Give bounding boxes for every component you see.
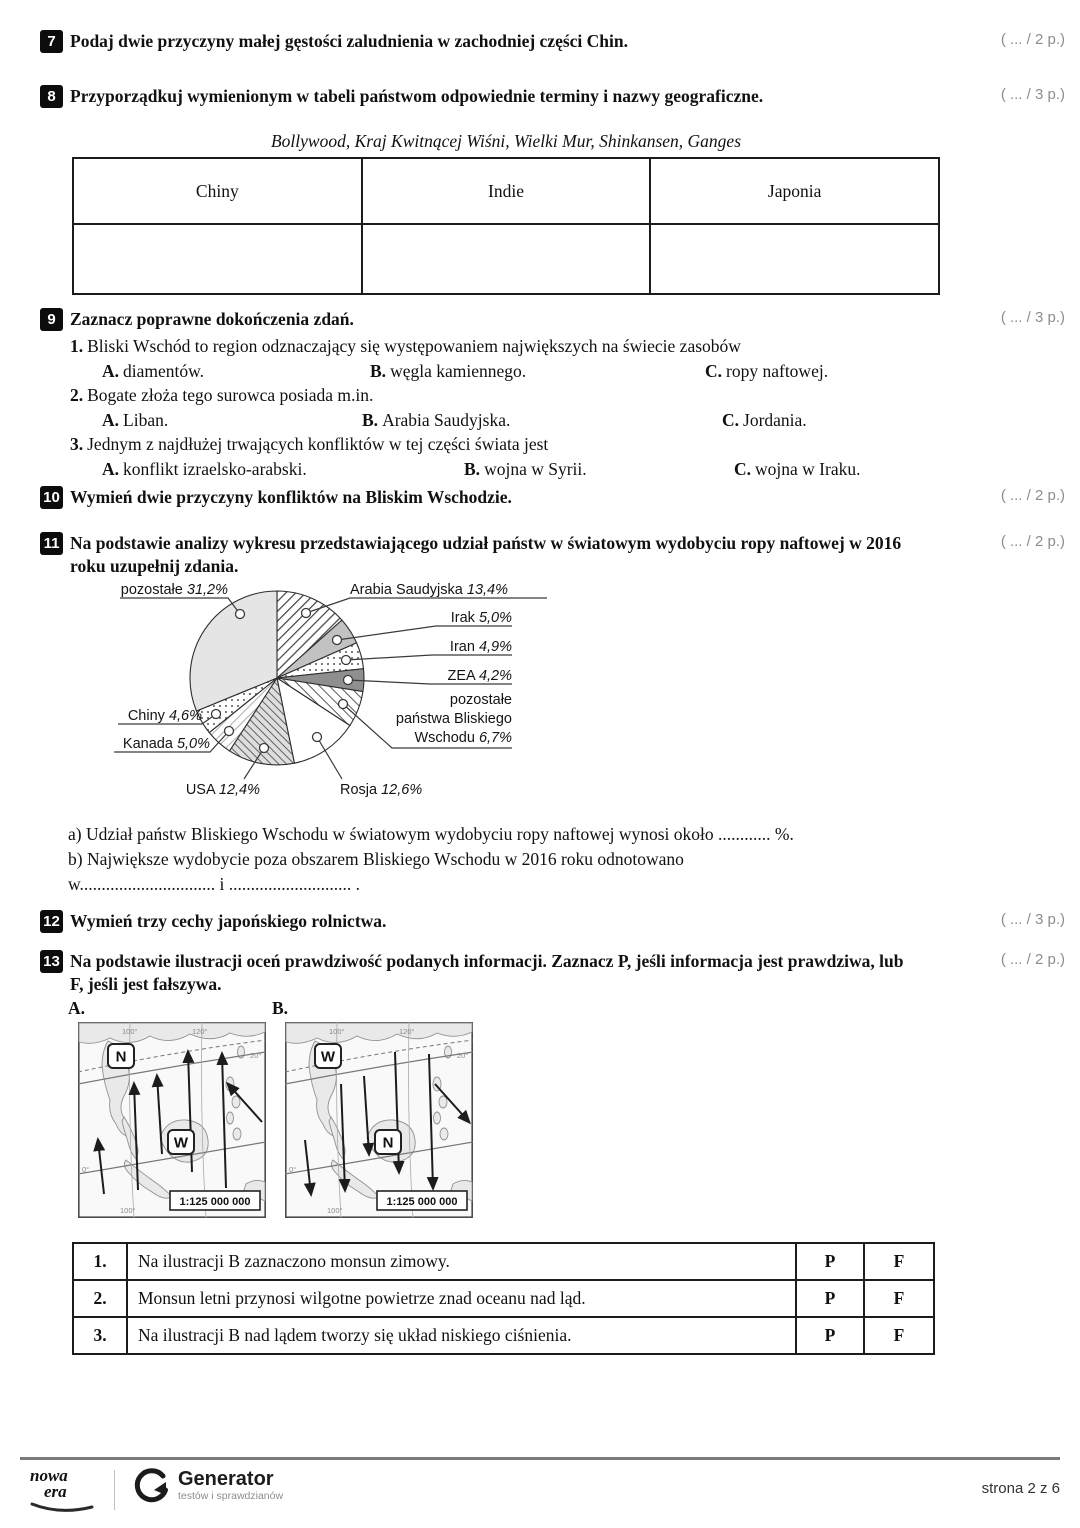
column-header-indie: Indie	[362, 158, 651, 224]
pie-label-iran: Iran 4,9%	[449, 639, 512, 655]
generator-g-icon	[132, 1468, 170, 1508]
map-a-label: A.	[68, 998, 86, 1018]
option-text: konflikt izraelsko-arabski.	[123, 458, 307, 479]
tf-row-number: 2.	[73, 1280, 127, 1317]
question-7	[40, 30, 1065, 53]
pie-label-pozostałe-państwa-bliskiego-wschodu: państwa Bliskiego	[395, 711, 512, 727]
true-false-table	[72, 1242, 935, 1355]
question-7-text: Podaj dwie przyczyny małej gęstości zaludnienia w zachodniej części Chin.	[70, 31, 629, 51]
question-9	[40, 308, 1065, 481]
option-text: Liban.	[123, 409, 169, 430]
pie-label-zea: ZEA 4,2%	[447, 668, 512, 684]
tf-true-cell[interactable]: P	[796, 1243, 864, 1280]
generator-title: Generator	[178, 1468, 274, 1490]
svg-text:120°: 120°	[192, 1027, 208, 1036]
pie-marker-dot	[302, 609, 311, 618]
tf-statement: Na ilustracji B nad lądem tworzy się układ niskiego ciśnienia.	[127, 1317, 796, 1354]
mcq-items	[70, 334, 1065, 481]
pie-label-pozostałe-państwa-bliskiego-wschodu: Wschodu 6,7%	[414, 730, 512, 746]
pie-marker-dot	[342, 656, 351, 665]
question-12	[40, 910, 1065, 933]
option-label: B.	[370, 360, 387, 381]
monsoon-map-b	[285, 1022, 473, 1218]
answer-cell-indie[interactable]	[362, 224, 651, 294]
pressure-top-letter: N	[115, 1048, 127, 1066]
pie-label-rosja: Rosja 12,6%	[340, 782, 423, 798]
option-1c[interactable]	[705, 359, 1065, 384]
pie-marker-dot	[339, 700, 348, 709]
q11-answer-b-blanks[interactable]: w............................... i ............................ .	[68, 874, 360, 894]
pie-marker-dot	[313, 733, 322, 742]
question-10-number: 10	[40, 486, 63, 509]
stem-number: 1.	[70, 336, 84, 356]
brand-word-top: nowa	[30, 1466, 68, 1485]
question-10-text: Wymień dwie przyczyny konfliktów na Bliskim Wschodzie.	[70, 487, 512, 507]
option-2c[interactable]	[722, 408, 1065, 433]
q11-answer-b[interactable]: b) Największe wydobycie poza obszarem Bliskiego Wschodu w 2016 roku odnotowano	[68, 849, 684, 869]
question-11-text: Na podstawie analizy wykresu przedstawiającego udział państw w światowym wydobyciu ropy naftowej w 2016 roku uzupełnij zdania.	[70, 533, 902, 576]
option-text: wojna w Syrii.	[484, 458, 587, 479]
question-9-points: ( ... / 3 p.)	[1000, 309, 1065, 326]
brand-word-bottom: era	[44, 1482, 67, 1501]
tf-false-cell[interactable]: F	[864, 1280, 934, 1317]
svg-text:100°: 100°	[329, 1027, 345, 1036]
generator-subtitle: testów i sprawdzianów	[178, 1490, 284, 1502]
option-text: węgla kamiennego.	[390, 360, 527, 381]
tf-false-cell[interactable]: F	[864, 1317, 934, 1354]
pie-marker-dot	[212, 710, 221, 719]
pressure-top-letter: W	[320, 1048, 336, 1066]
tf-row-number: 3.	[73, 1317, 127, 1354]
svg-text:100°: 100°	[122, 1027, 138, 1036]
tf-row-3	[73, 1317, 934, 1354]
mcq-stem-2	[70, 383, 1065, 408]
pie-marker-dot	[236, 610, 245, 619]
option-1a[interactable]	[102, 359, 370, 384]
option-3c[interactable]	[734, 457, 1065, 482]
question-12-text: Wymień trzy cechy japońskiego rolnictwa.	[70, 911, 387, 931]
question-9-text: Zaznacz poprawne dokończenia zdań.	[70, 309, 354, 329]
question-7-points: ( ... / 2 p.)	[1000, 31, 1065, 48]
question-11	[40, 532, 1065, 578]
brand-swoosh	[30, 1501, 100, 1513]
option-label: A.	[102, 458, 120, 479]
question-12-number: 12	[40, 910, 63, 933]
option-text: ropy naftowej.	[726, 360, 829, 381]
option-text: wojna w Iraku.	[755, 458, 861, 479]
q11-answer-a[interactable]: a) Udział państw Bliskiego Wschodu w światowym wydobyciu ropy naftowej wynosi około ............ %.	[68, 824, 794, 844]
nowa-era-logo	[30, 1468, 110, 1516]
question-10	[40, 486, 1065, 509]
option-label: B.	[362, 409, 379, 430]
stem-text: Bogate złoża tego surowca posiada m.in.	[87, 385, 374, 405]
question-10-points: ( ... / 2 p.)	[1000, 487, 1065, 504]
option-text: Arabia Saudyjska.	[382, 409, 511, 430]
question-11-points: ( ... / 2 p.)	[1000, 533, 1065, 550]
option-3a[interactable]	[102, 457, 464, 482]
footer-vertical-divider	[114, 1470, 115, 1510]
question-13-number: 13	[40, 950, 63, 973]
tf-false-cell[interactable]: F	[864, 1243, 934, 1280]
q11-answer-lines	[68, 822, 960, 897]
answer-cell-japonia[interactable]	[650, 224, 939, 294]
pie-marker-dot	[225, 727, 234, 736]
footer-divider-line	[20, 1457, 1060, 1460]
option-2a[interactable]	[102, 408, 362, 433]
pie-marker-dot	[344, 676, 353, 685]
country-assignment-table	[72, 157, 940, 295]
option-3b[interactable]	[464, 457, 734, 482]
question-13-points: ( ... / 2 p.)	[1000, 951, 1065, 968]
pie-marker-dot	[260, 744, 269, 753]
answer-cell-chiny[interactable]	[73, 224, 362, 294]
svg-text:100°: 100°	[327, 1206, 343, 1215]
mcq-options-2	[102, 408, 1065, 433]
question-8	[40, 85, 1065, 108]
map-scale: 1:125 000 000	[386, 1196, 458, 1208]
pressure-center-letter: N	[382, 1134, 394, 1152]
question-13-text: Na podstawie ilustracji oceń prawdziwość podanych informacji. Zaznacz P, jeśli informacja jest prawdziwa, lub F, jeśli jest fałszywa.	[70, 951, 904, 994]
question-12-points: ( ... / 3 p.)	[1000, 911, 1065, 928]
option-label: C.	[705, 360, 723, 381]
pie-leader-line	[337, 626, 512, 640]
option-text: diamentów.	[123, 360, 205, 381]
tf-row-2	[73, 1280, 934, 1317]
word-bank: Bollywood, Kraj Kwitnącej Wiśni, Wielki Mur, Shinkansen, Ganges	[270, 131, 742, 151]
option-label: B.	[464, 458, 481, 479]
tf-statement: Monsun letni przynosi wilgotne powietrze znad oceanu nad ląd.	[127, 1280, 796, 1317]
question-9-number: 9	[40, 308, 63, 331]
stem-number: 2.	[70, 385, 84, 405]
pie-label-pozostałe: pozostałe 31,2%	[120, 582, 228, 598]
generator-logo	[132, 1468, 283, 1508]
svg-text:20°: 20°	[250, 1051, 262, 1060]
question-8-text: Przyporządkuj wymienionym w tabeli państwom odpowiednie terminy i nazwy geograficzne.	[70, 86, 764, 106]
question-13	[40, 950, 1065, 996]
map-b-label: B.	[272, 998, 289, 1018]
mcq-options-1	[102, 359, 1065, 384]
svg-text:100°: 100°	[120, 1206, 136, 1215]
option-label: C.	[734, 458, 752, 479]
question-8-points: ( ... / 3 p.)	[1000, 86, 1065, 103]
tf-true-cell[interactable]: P	[796, 1280, 864, 1317]
pie-label-arabia-saudyjska: Arabia Saudyjska 13,4%	[350, 582, 508, 598]
question-11-number: 11	[40, 532, 63, 555]
question-8-number: 8	[40, 85, 63, 108]
mcq-stem-1	[70, 334, 1065, 359]
mcq-stem-3	[70, 432, 1065, 457]
option-text: Jordania.	[743, 409, 807, 430]
map-labels	[68, 998, 289, 1019]
tf-row-number: 1.	[73, 1243, 127, 1280]
column-header-chiny: Chiny	[73, 158, 362, 224]
pressure-center-letter: W	[173, 1134, 189, 1152]
stem-text: Jednym z najdłużej trwających konfliktów w tej części świata jest	[87, 434, 549, 454]
svg-text:0°: 0°	[289, 1165, 297, 1174]
tf-row-1	[73, 1243, 934, 1280]
pie-label-usa: USA 12,4%	[185, 782, 260, 798]
option-label: A.	[102, 409, 120, 430]
tf-true-cell[interactable]: P	[796, 1317, 864, 1354]
pie-label-kanada: Kanada 5,0%	[122, 736, 210, 752]
option-2b[interactable]	[362, 408, 722, 433]
svg-text:120°: 120°	[399, 1027, 415, 1036]
monsoon-map-a	[78, 1022, 266, 1218]
option-label: C.	[722, 409, 740, 430]
svg-text:0°: 0°	[82, 1165, 90, 1174]
option-label: A.	[102, 360, 120, 381]
pie-label-irak: Irak 5,0%	[450, 610, 512, 626]
oil-production-pie-chart	[92, 578, 572, 816]
option-1b[interactable]	[370, 359, 705, 384]
map-scale: 1:125 000 000	[179, 1196, 251, 1208]
pie-leader-line	[346, 655, 512, 660]
column-header-japonia: Japonia	[650, 158, 939, 224]
page-indicator: strona 2 z 6	[981, 1480, 1060, 1497]
stem-number: 3.	[70, 434, 84, 454]
tf-statement: Na ilustracji B zaznaczono monsun zimowy.	[127, 1243, 796, 1280]
pie-label-chiny: Chiny 4,6%	[127, 708, 202, 724]
mcq-options-3	[102, 457, 1065, 482]
question-7-number: 7	[40, 30, 63, 53]
pie-marker-dot	[333, 636, 342, 645]
stem-text: Bliski Wschód to region odznaczający się występowaniem największych na świecie zasobów	[87, 336, 741, 356]
pie-label-pozostałe-państwa-bliskiego-wschodu: pozostałe	[449, 692, 512, 708]
svg-text:20°: 20°	[457, 1051, 469, 1060]
